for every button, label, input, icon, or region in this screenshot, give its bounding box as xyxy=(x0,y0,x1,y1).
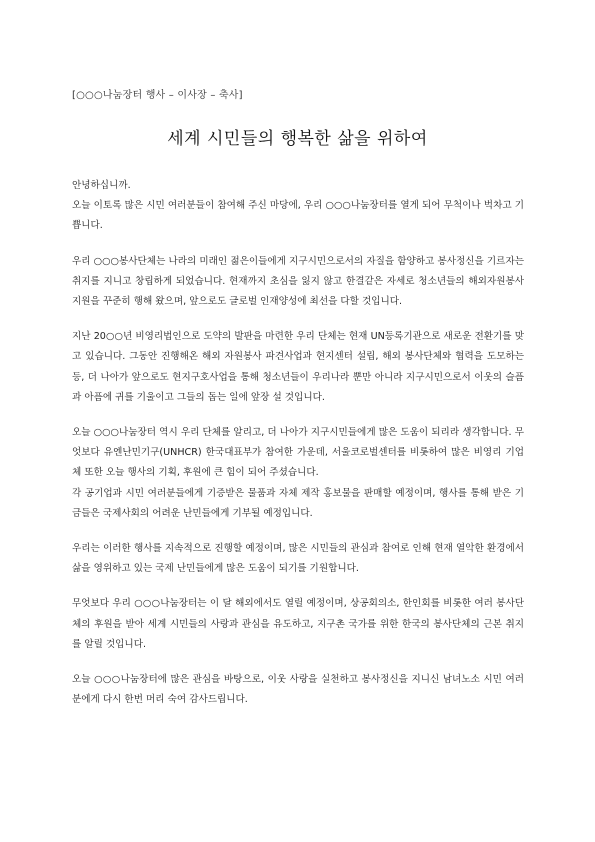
paragraph-gap xyxy=(72,312,524,327)
paragraph-greeting: 안녕하십니까. 오늘 이토록 많은 시민 여러분들이 참여해 주신 마당에, 우리 ○○○나눔장터를 열게 되어 무척이나 벅차고 기쁩니다. xyxy=(72,180,524,232)
paragraph-organization: 우리 ○○○봉사단체는 나라의 미래인 젊은이들에게 지구시민으로서의 자질을 함양하고 봉사정신을 기르자는 취지를 지니고 창립하게 되었습니다. 현재까지 초심을 잃지 않고 한결같은 자세로 청소년들의 해외자원봉사지원을 꾸준히 행해 왔으며, 앞으로도 글로벌 인재양성에 최선을 다할 것입니다. xyxy=(72,255,524,308)
paragraph-history: 지난 20○○년 비영리법인으로 도약의 발판을 마련한 우리 단체는 현재 UN등록기관으로 새로운 전환기를 맞고 있습니다. 그동안 진행해온 해외 자원봉사 파견사업과 현지센터 설립, 해외 봉사단체와 협력을 도모하는 등, 더 나아가 앞으로도 현지구호사업을 통해 청소년들이 우리나라 뿐만 아니라 지구시민으로서 이웃의 슬픔과 아픔에 귀를 기울이고 그들의 돕는 일에 앞장 설 것입니다. xyxy=(72,331,524,403)
document-title: 세계 시민들의 행복한 삶을 위하여 xyxy=(167,129,428,149)
paragraph-overseas: 무엇보다 우리 ○○○나눔장터는 이 달 해외에서도 열릴 예정이며, 상공회의소, 한인회를 비롯한 여러 봉사단체의 후원을 받아 세계 시민들의 사랑과 관심을 유도하고, 지구촌 국가를 위한 한국의 봉사단체의 근본 취지를 알릴 것입니다. xyxy=(72,598,524,650)
event-tag: [○○○나눔장터 행사 – 이사장 – 축사] xyxy=(72,90,243,101)
paragraph-closing: 오늘 ○○○나눔장터에 많은 관심을 바탕으로, 이웃 사랑을 실천하고 봉사정신을 지니신 남녀노소 시민 여러분에게 다시 한번 머리 숙여 감사드립니다. xyxy=(72,674,524,706)
paragraph-continuation: 우리는 이러한 행사를 지속적으로 진행할 예정이며, 많은 시민들의 관심과 참여로 인해 현재 열악한 환경에서 삶을 영위하고 있는 국제 난민들에게 많은 도움이 되기를 기원합니다. xyxy=(72,543,524,575)
paragraph-gap xyxy=(72,579,524,594)
paragraph-gap xyxy=(72,655,524,670)
paragraph-gap xyxy=(72,524,524,539)
paragraph-gap xyxy=(72,237,524,252)
paragraph-event: 오늘 ○○○나눔장터 역시 우리 단체를 알리고, 더 나아가 지구시민들에게 많은 도움이 되리라 생각합니다. 무엇보다 유엔난민기구(UNHCR) 한국대표부가 참여한 가운데, 서울코로벌센터를 비롯하여 많은 비영리 기업체 또한 오늘 행사의 기획, 후원에 큰 힘이 되어 주셨습니다. 각 공기업과 시민 여러분들에게 기증받은 물품과 자체 제작 홍보물을 판매할 예정이며, 행사를 통해 받은 기금들은 국제사회의 어려운 난민들에게 기부될 예정입니다. xyxy=(72,427,524,519)
speech-body xyxy=(72,176,524,710)
paragraph-gap xyxy=(72,408,524,423)
